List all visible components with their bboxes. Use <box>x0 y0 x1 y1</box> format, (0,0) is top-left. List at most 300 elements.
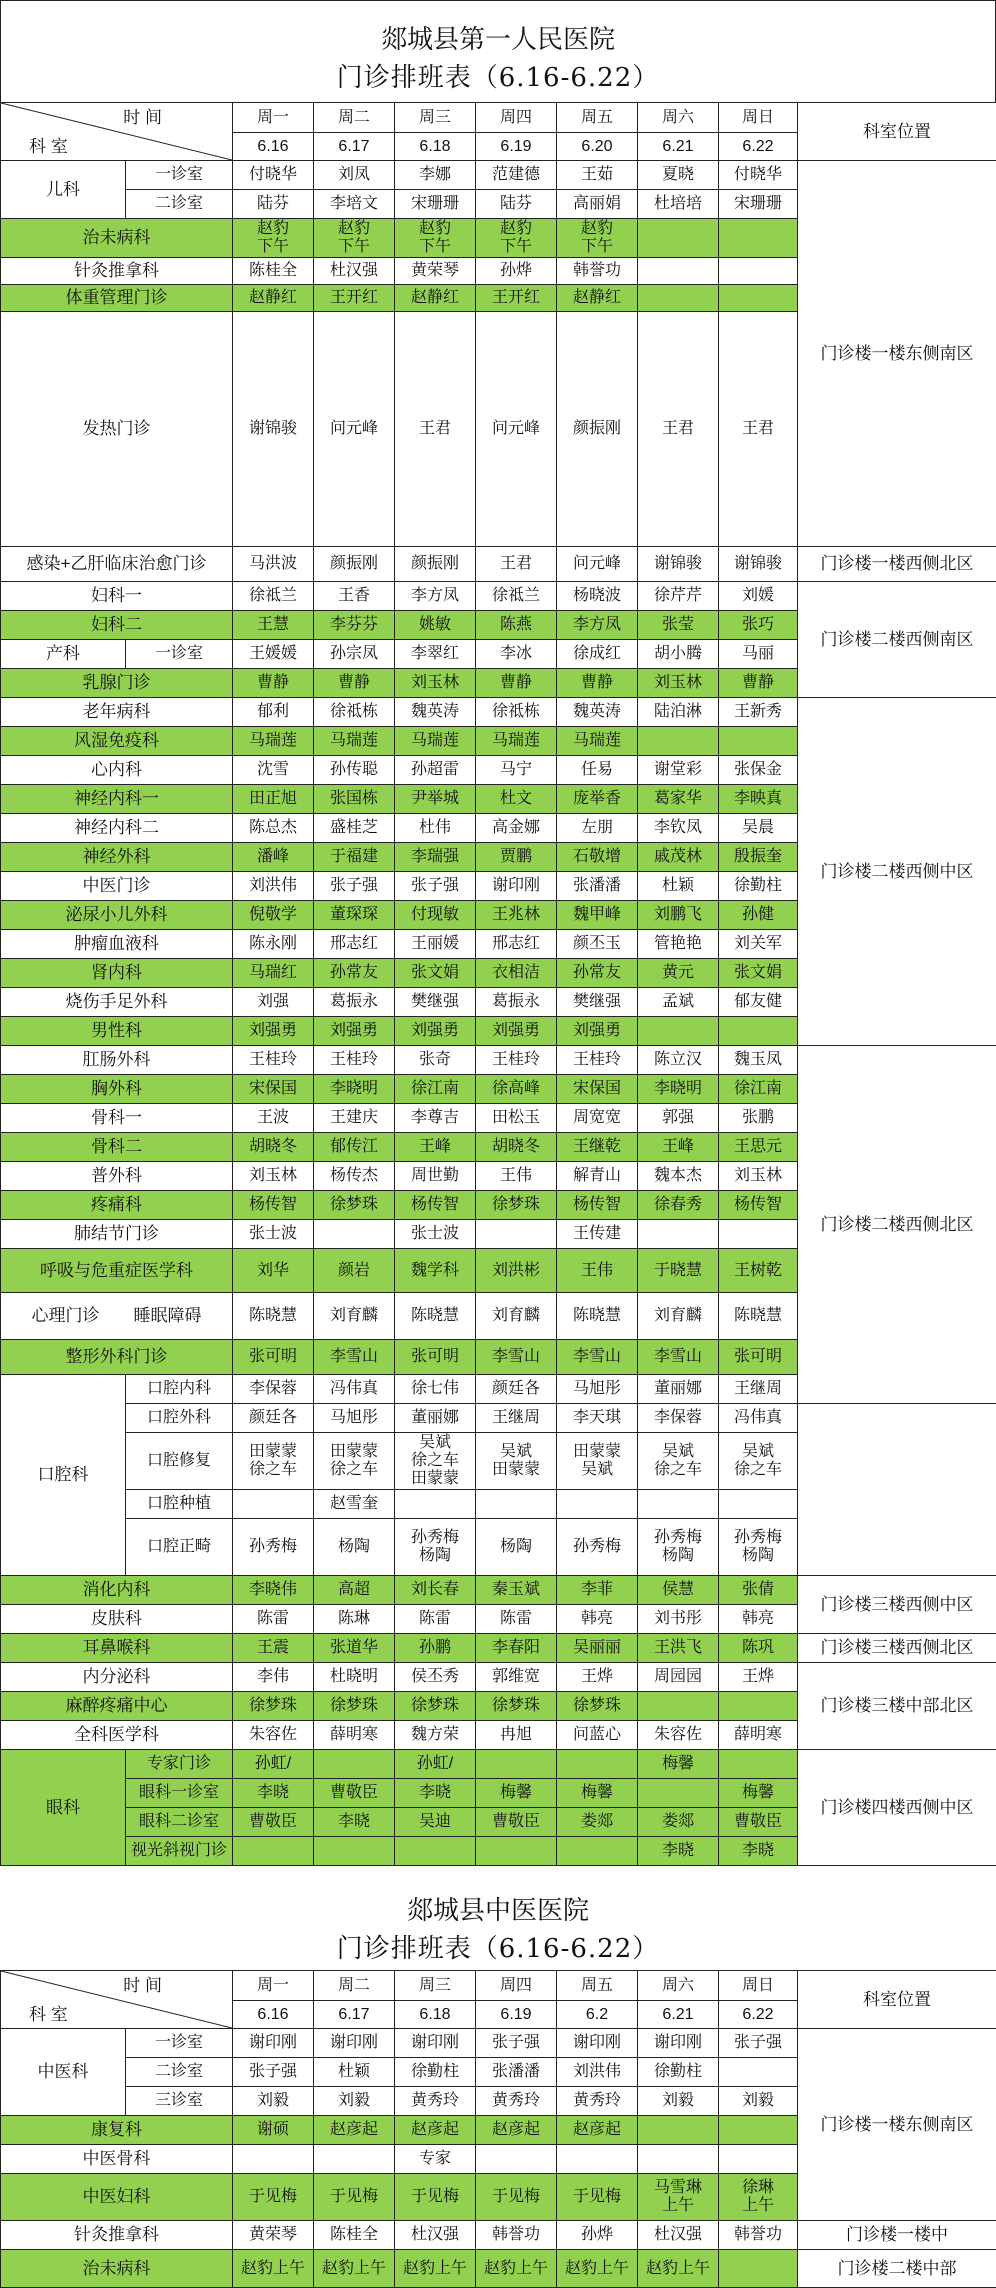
duty-cell: 王传建 <box>557 1220 638 1249</box>
duty-cell: 刘鹏飞 <box>638 901 719 930</box>
duty-cell: 颜振刚 <box>314 547 395 582</box>
sub-clinic: 一诊室 <box>126 640 233 669</box>
table-row <box>1 1519 996 1576</box>
duty-cell: 于晓慧 <box>638 1249 719 1293</box>
sub-clinic: 眼科二诊室 <box>126 1808 233 1837</box>
duty-cell: 张文娟 <box>395 959 476 988</box>
sub-clinic: 眼科一诊室 <box>126 1779 233 1808</box>
dept-name: 烧伤手足外科 <box>1 988 233 1017</box>
duty-cell: 马瑞红 <box>233 959 314 988</box>
duty-cell: 孙秀梅 杨陶 <box>395 1519 476 1576</box>
dept-label: 科 室 <box>29 2006 68 2024</box>
duty-cell: 徐勤柱 <box>638 2058 719 2087</box>
duty-cell: 问蓝心 <box>557 1721 638 1750</box>
duty-cell: 郁传江 <box>314 1133 395 1162</box>
hospital2-title: 郯城县中医医院 <box>0 1892 996 1930</box>
duty-cell: 李雪山 <box>314 1340 395 1375</box>
duty-cell: 薛明寒 <box>719 1721 798 1750</box>
duty-cell <box>719 2250 798 2288</box>
duty-cell <box>719 2145 798 2174</box>
duty-cell: 黄荣琴 <box>233 2221 314 2250</box>
duty-cell: 赵静红 <box>395 285 476 312</box>
duty-cell: 王波 <box>233 1104 314 1133</box>
duty-cell: 黄元 <box>638 959 719 988</box>
sub-clinic: 口腔内科 <box>126 1375 233 1404</box>
hospital2-title-block <box>0 1886 996 1970</box>
duty-cell: 宋珊珊 <box>719 190 798 219</box>
duty-cell: 梅馨 <box>719 1779 798 1808</box>
duty-cell <box>719 258 798 285</box>
duty-cell: 赵彦起 <box>557 2116 638 2145</box>
day-header: 周三 <box>395 103 476 133</box>
duty-cell <box>638 285 719 312</box>
duty-cell: 朱容佐 <box>233 1721 314 1750</box>
duty-cell: 孙秀梅 杨陶 <box>719 1519 798 1576</box>
duty-cell: 杜汉强 <box>395 2221 476 2250</box>
dept-name: 老年病科 <box>1 698 233 727</box>
duty-cell: 吴斌 田蒙蒙 <box>476 1433 557 1490</box>
duty-cell: 李晓明 <box>638 1075 719 1104</box>
duty-cell: 杨传智 <box>719 1191 798 1220</box>
duty-cell: 石敬增 <box>557 843 638 872</box>
duty-cell: 陈雷 <box>233 1605 314 1634</box>
duty-cell: 韩誉功 <box>557 258 638 285</box>
dept-name: 皮肤科 <box>1 1605 233 1634</box>
corner-header <box>1 1971 233 2029</box>
duty-cell: 王建庆 <box>314 1104 395 1133</box>
duty-cell <box>638 1017 719 1046</box>
location-cell: 门诊楼三楼西侧中区 <box>798 1576 996 1634</box>
duty-cell: 孙常友 <box>314 959 395 988</box>
duty-cell: 陈晓慧 <box>719 1293 798 1340</box>
duty-cell: 王思元 <box>719 1133 798 1162</box>
duty-cell: 葛振永 <box>476 988 557 1017</box>
duty-cell: 刘书彤 <box>638 1605 719 1634</box>
duty-cell <box>476 2145 557 2174</box>
duty-cell: 陈琳 <box>314 1605 395 1634</box>
duty-cell: 谢印刚 <box>314 2029 395 2058</box>
duty-cell: 魏英涛 <box>557 698 638 727</box>
duty-cell: 王烨 <box>557 1663 638 1692</box>
duty-cell: 魏学科 <box>395 1249 476 1293</box>
date-header: 6.16 <box>233 133 314 161</box>
duty-cell: 曹静 <box>476 669 557 698</box>
date-header: 6.17 <box>314 2001 395 2029</box>
duty-cell: 马丽 <box>719 640 798 669</box>
duty-cell: 葛家华 <box>638 785 719 814</box>
duty-cell: 刘长春 <box>395 1576 476 1605</box>
duty-cell: 谢锦骏 <box>638 547 719 582</box>
duty-cell: 赵雪奎 <box>314 1490 395 1519</box>
dept-name: 男性科 <box>1 1017 233 1046</box>
duty-cell: 吴斌 徐之车 <box>719 1433 798 1490</box>
dept-name: 内分泌科 <box>1 1663 233 1692</box>
duty-cell: 陈晓慧 <box>233 1293 314 1340</box>
date-header: 6.22 <box>719 133 798 161</box>
duty-cell: 郭强 <box>638 1104 719 1133</box>
duty-cell: 杨传智 <box>233 1191 314 1220</box>
duty-cell: 宋珊珊 <box>395 190 476 219</box>
duty-cell: 左朋 <box>557 814 638 843</box>
duty-cell: 刘洪伟 <box>557 2058 638 2087</box>
duty-cell: 陆芬 <box>476 190 557 219</box>
duty-cell: 董丽娜 <box>638 1375 719 1404</box>
dept-name: 康复科 <box>1 2116 233 2145</box>
duty-cell: 张倩 <box>719 1576 798 1605</box>
dept-name: 神经外科 <box>1 843 233 872</box>
duty-cell: 冉旭 <box>476 1721 557 1750</box>
duty-cell: 徐勤柱 <box>395 2058 476 2087</box>
duty-cell: 杨晓波 <box>557 582 638 611</box>
duty-cell: 王桂玲 <box>233 1046 314 1075</box>
duty-cell <box>719 1750 798 1779</box>
table-row <box>1 2029 996 2058</box>
table-row <box>1 1046 996 1075</box>
duty-cell: 王君 <box>638 312 719 547</box>
duty-cell <box>557 1490 638 1519</box>
duty-cell: 杜晓明 <box>314 1663 395 1692</box>
dept-name: 肾内科 <box>1 959 233 988</box>
duty-cell: 徐琳 上午 <box>719 2174 798 2221</box>
duty-cell: 王开红 <box>476 285 557 312</box>
duty-cell: 田蒙蒙 徐之车 <box>314 1433 395 1490</box>
duty-cell: 李晓明 <box>314 1075 395 1104</box>
duty-cell: 梅馨 <box>557 1779 638 1808</box>
duty-cell: 刘凤 <box>314 161 395 190</box>
duty-cell <box>314 1220 395 1249</box>
duty-cell: 张子强 <box>476 2029 557 2058</box>
duty-cell: 刘毅 <box>314 2087 395 2116</box>
hospital1-schedule-table <box>0 102 996 1866</box>
duty-cell: 孙虹/ <box>395 1750 476 1779</box>
duty-cell <box>719 1017 798 1046</box>
duty-cell: 葛振永 <box>314 988 395 1017</box>
duty-cell: 徐春秀 <box>638 1191 719 1220</box>
duty-cell: 黄秀玲 <box>476 2087 557 2116</box>
duty-cell: 张可明 <box>233 1340 314 1375</box>
sub-clinic: 三诊室 <box>126 2087 233 2116</box>
duty-cell: 刘华 <box>233 1249 314 1293</box>
duty-cell <box>719 727 798 756</box>
dept-name: 骨科一 <box>1 1104 233 1133</box>
duty-cell <box>557 1837 638 1866</box>
sub-clinic: 一诊室 <box>126 161 233 190</box>
duty-cell: 陈燕 <box>476 611 557 640</box>
duty-cell: 宋保国 <box>557 1075 638 1104</box>
duty-cell: 王震 <box>233 1634 314 1663</box>
duty-cell: 张潘潘 <box>476 2058 557 2087</box>
duty-cell: 王继乾 <box>557 1133 638 1162</box>
duty-cell: 谢印刚 <box>395 2029 476 2058</box>
duty-cell: 任易 <box>557 756 638 785</box>
duty-cell: 刘玉林 <box>395 669 476 698</box>
duty-cell: 张国栋 <box>314 785 395 814</box>
duty-cell: 曹静 <box>719 669 798 698</box>
duty-cell: 李晓 <box>314 1808 395 1837</box>
dept-name: 治未病科 <box>1 219 233 258</box>
day-header: 周二 <box>314 1971 395 2001</box>
duty-cell: 邢志红 <box>314 930 395 959</box>
duty-cell: 魏甲峰 <box>557 901 638 930</box>
duty-cell: 刘育麟 <box>476 1293 557 1340</box>
duty-cell: 赵豹 下午 <box>314 219 395 258</box>
duty-cell: 曹静 <box>557 669 638 698</box>
duty-cell: 问元峰 <box>557 547 638 582</box>
duty-cell: 王峰 <box>395 1133 476 1162</box>
duty-cell: 李保蓉 <box>638 1404 719 1433</box>
duty-cell: 徐七伟 <box>395 1375 476 1404</box>
dept-name: 眼科 <box>1 1750 126 1866</box>
duty-cell: 刘洪彬 <box>476 1249 557 1293</box>
table-row <box>1 2250 996 2288</box>
duty-cell <box>719 1220 798 1249</box>
duty-cell: 徐祗兰 <box>476 582 557 611</box>
dept-name: 发热门诊 <box>1 312 233 547</box>
sub-clinic: 口腔外科 <box>126 1404 233 1433</box>
duty-cell: 黄秀玲 <box>557 2087 638 2116</box>
duty-cell: 陆泊淋 <box>638 698 719 727</box>
dept-name: 心理门诊 睡眠障碍 <box>1 1293 233 1340</box>
sub-clinic: 口腔正畸 <box>126 1519 233 1576</box>
duty-cell <box>638 1779 719 1808</box>
duty-cell: 付晓华 <box>719 161 798 190</box>
duty-cell: 杜培培 <box>638 190 719 219</box>
duty-cell: 刘强勇 <box>314 1017 395 1046</box>
duty-cell: 李晓 <box>719 1837 798 1866</box>
dept-name: 骨科二 <box>1 1133 233 1162</box>
day-header: 周日 <box>719 1971 798 2001</box>
duty-cell: 王伟 <box>557 1249 638 1293</box>
duty-cell: 赵豹 下午 <box>395 219 476 258</box>
duty-cell: 杨传智 <box>395 1191 476 1220</box>
duty-cell: 张莹 <box>638 611 719 640</box>
duty-cell: 董丽娜 <box>395 1404 476 1433</box>
table-row <box>1 2221 996 2250</box>
hospital2-subtitle: 门诊排班表（6.16-6.22） <box>0 1930 996 1968</box>
duty-cell: 徐祗栋 <box>314 698 395 727</box>
location-cell: 门诊楼一楼东侧南区 <box>798 2029 996 2221</box>
duty-cell <box>476 1490 557 1519</box>
duty-cell: 姚敏 <box>395 611 476 640</box>
duty-cell: 马瑞莲 <box>476 727 557 756</box>
duty-cell: 刘玉林 <box>233 1162 314 1191</box>
duty-cell: 李伟 <box>233 1663 314 1692</box>
duty-cell <box>395 1837 476 1866</box>
table-row <box>1 161 996 190</box>
duty-cell: 夏晓 <box>638 161 719 190</box>
duty-cell: 王茹 <box>557 161 638 190</box>
duty-cell: 田正旭 <box>233 785 314 814</box>
table-row <box>1 547 996 582</box>
duty-cell: 赵豹上午 <box>476 2250 557 2288</box>
duty-cell <box>719 285 798 312</box>
duty-cell: 田蒙蒙 吴斌 <box>557 1433 638 1490</box>
duty-cell: 于见梅 <box>476 2174 557 2221</box>
duty-cell: 杨陶 <box>476 1519 557 1576</box>
table-row <box>1 1404 996 1433</box>
duty-cell: 张文娟 <box>719 959 798 988</box>
duty-cell: 李雪山 <box>476 1340 557 1375</box>
duty-cell: 侯丕秀 <box>395 1663 476 1692</box>
duty-cell: 杜文 <box>476 785 557 814</box>
duty-cell: 殷振奎 <box>719 843 798 872</box>
duty-cell: 吴斌 徐之车 <box>638 1433 719 1490</box>
duty-cell: 刘强 <box>233 988 314 1017</box>
duty-cell: 于见梅 <box>233 2174 314 2221</box>
duty-cell: 赵彦起 <box>314 2116 395 2145</box>
duty-cell <box>638 219 719 258</box>
location-cell: 门诊楼四楼西侧中区 <box>798 1750 996 1866</box>
duty-cell: 孙秀梅 杨陶 <box>638 1519 719 1576</box>
duty-cell: 刘媛 <box>719 582 798 611</box>
duty-cell: 曹敬臣 <box>476 1808 557 1837</box>
duty-cell: 陆芬 <box>233 190 314 219</box>
dept-name: 口腔科 <box>1 1375 126 1576</box>
duty-cell: 赵豹 下午 <box>233 219 314 258</box>
duty-cell: 马宁 <box>476 756 557 785</box>
day-header: 周五 <box>557 1971 638 2001</box>
duty-cell: 王树乾 <box>719 1249 798 1293</box>
dept-name: 中医妇科 <box>1 2174 233 2221</box>
duty-cell: 杜伟 <box>395 814 476 843</box>
table-row <box>1 582 996 611</box>
table-row <box>1 1576 996 1605</box>
dept-name: 针灸推拿科 <box>1 2221 233 2250</box>
duty-cell: 吴迪 <box>395 1808 476 1837</box>
day-header: 周六 <box>638 103 719 133</box>
duty-cell: 杜颖 <box>638 872 719 901</box>
duty-cell: 解青山 <box>557 1162 638 1191</box>
duty-cell: 赵豹上午 <box>395 2250 476 2288</box>
duty-cell: 孙秀梅 <box>557 1519 638 1576</box>
duty-cell: 赵豹 下午 <box>476 219 557 258</box>
duty-cell: 赵静红 <box>557 285 638 312</box>
duty-cell: 马瑞莲 <box>557 727 638 756</box>
duty-cell: 张奇 <box>395 1046 476 1075</box>
duty-cell: 于见梅 <box>395 2174 476 2221</box>
duty-cell <box>719 219 798 258</box>
day-header: 周三 <box>395 1971 476 2001</box>
time-label: 时 间 <box>123 109 162 127</box>
dept-name: 感染+乙肝临床治愈门诊 <box>1 547 233 582</box>
duty-cell: 徐梦珠 <box>233 1692 314 1721</box>
duty-cell: 张巧 <box>719 611 798 640</box>
duty-cell: 李方凤 <box>557 611 638 640</box>
dept-name: 呼吸与危重症医学科 <box>1 1249 233 1293</box>
duty-cell <box>314 1750 395 1779</box>
duty-cell: 胡晓冬 <box>233 1133 314 1162</box>
duty-cell: 李方凤 <box>395 582 476 611</box>
duty-cell: 王媛媛 <box>233 640 314 669</box>
duty-cell <box>719 1490 798 1519</box>
duty-cell: 李尊吉 <box>395 1104 476 1133</box>
dept-name: 治未病科 <box>1 2250 233 2288</box>
duty-cell: 郭维宽 <box>476 1663 557 1692</box>
duty-cell: 李冰 <box>476 640 557 669</box>
sub-clinic: 口腔修复 <box>126 1433 233 1490</box>
duty-cell: 徐祗栋 <box>476 698 557 727</box>
duty-cell: 李翠红 <box>395 640 476 669</box>
hospital1-title: 郯城县第一人民医院 <box>1 21 995 59</box>
dept-name: 心内科 <box>1 756 233 785</box>
location-cell: 门诊楼二楼西侧北区 <box>798 1046 996 1404</box>
duty-cell: 张子强 <box>395 872 476 901</box>
duty-cell: 潘峰 <box>233 843 314 872</box>
duty-cell: 张士波 <box>395 1220 476 1249</box>
day-header: 周五 <box>557 103 638 133</box>
duty-cell: 赵豹上午 <box>638 2250 719 2288</box>
sub-clinic: 视光斜视门诊 <box>126 1837 233 1866</box>
dept-name: 妇科一 <box>1 582 233 611</box>
location-cell: 门诊楼一楼东侧南区 <box>798 161 996 547</box>
duty-cell: 马洪波 <box>233 547 314 582</box>
duty-cell: 李晓 <box>395 1779 476 1808</box>
duty-cell: 胡晓冬 <box>476 1133 557 1162</box>
duty-cell: 王继周 <box>719 1375 798 1404</box>
dept-name: 中医骨科 <box>1 2145 233 2174</box>
duty-cell: 赵彦起 <box>395 2116 476 2145</box>
duty-cell: 高超 <box>314 1576 395 1605</box>
duty-cell: 孙虹/ <box>233 1750 314 1779</box>
table-row <box>1 698 996 727</box>
duty-cell: 马旭彤 <box>314 1404 395 1433</box>
duty-cell: 颜振刚 <box>395 547 476 582</box>
duty-cell <box>638 2116 719 2145</box>
duty-cell: 颜岩 <box>314 1249 395 1293</box>
duty-cell: 刘强勇 <box>476 1017 557 1046</box>
dept-name: 神经内科一 <box>1 785 233 814</box>
duty-cell: 刘强勇 <box>557 1017 638 1046</box>
duty-cell: 周世勤 <box>395 1162 476 1191</box>
duty-cell: 李雪山 <box>638 1340 719 1375</box>
duty-cell: 谢印刚 <box>638 2029 719 2058</box>
duty-cell: 曹敬臣 <box>719 1808 798 1837</box>
dept-name: 泌尿小儿外科 <box>1 901 233 930</box>
duty-cell: 马雪琳 上午 <box>638 2174 719 2221</box>
duty-cell: 陈雷 <box>395 1605 476 1634</box>
duty-cell: 魏本杰 <box>638 1162 719 1191</box>
duty-cell: 陈巩 <box>719 1634 798 1663</box>
table-row <box>1 1433 996 1490</box>
duty-cell: 黄秀玲 <box>395 2087 476 2116</box>
date-header: 6.19 <box>476 133 557 161</box>
duty-cell: 盛桂芝 <box>314 814 395 843</box>
dept-name: 中医门诊 <box>1 872 233 901</box>
dept-name: 麻醉疼痛中心 <box>1 1692 233 1721</box>
duty-cell: 秦玉斌 <box>476 1576 557 1605</box>
duty-cell: 王桂玲 <box>557 1046 638 1075</box>
dept-name: 儿科 <box>1 161 126 219</box>
dept-name: 肿瘤血液科 <box>1 930 233 959</box>
duty-cell <box>314 2145 395 2174</box>
duty-cell: 谢堂彩 <box>638 756 719 785</box>
duty-cell: 徐高峰 <box>476 1075 557 1104</box>
duty-cell: 朱容佐 <box>638 1721 719 1750</box>
duty-cell: 杜颖 <box>314 2058 395 2087</box>
table-row <box>1 1634 996 1663</box>
duty-cell: 刘强勇 <box>395 1017 476 1046</box>
date-header: 6.19 <box>476 2001 557 2029</box>
duty-cell: 马旭彤 <box>557 1375 638 1404</box>
duty-cell: 杨传杰 <box>314 1162 395 1191</box>
day-header: 周四 <box>476 1971 557 2001</box>
dept-name: 针灸推拿科 <box>1 258 233 285</box>
duty-cell: 孙宗凤 <box>314 640 395 669</box>
sub-clinic: 二诊室 <box>126 190 233 219</box>
sub-clinic: 一诊室 <box>126 2029 233 2058</box>
duty-cell: 刘玉林 <box>719 1162 798 1191</box>
duty-cell: 樊继强 <box>557 988 638 1017</box>
